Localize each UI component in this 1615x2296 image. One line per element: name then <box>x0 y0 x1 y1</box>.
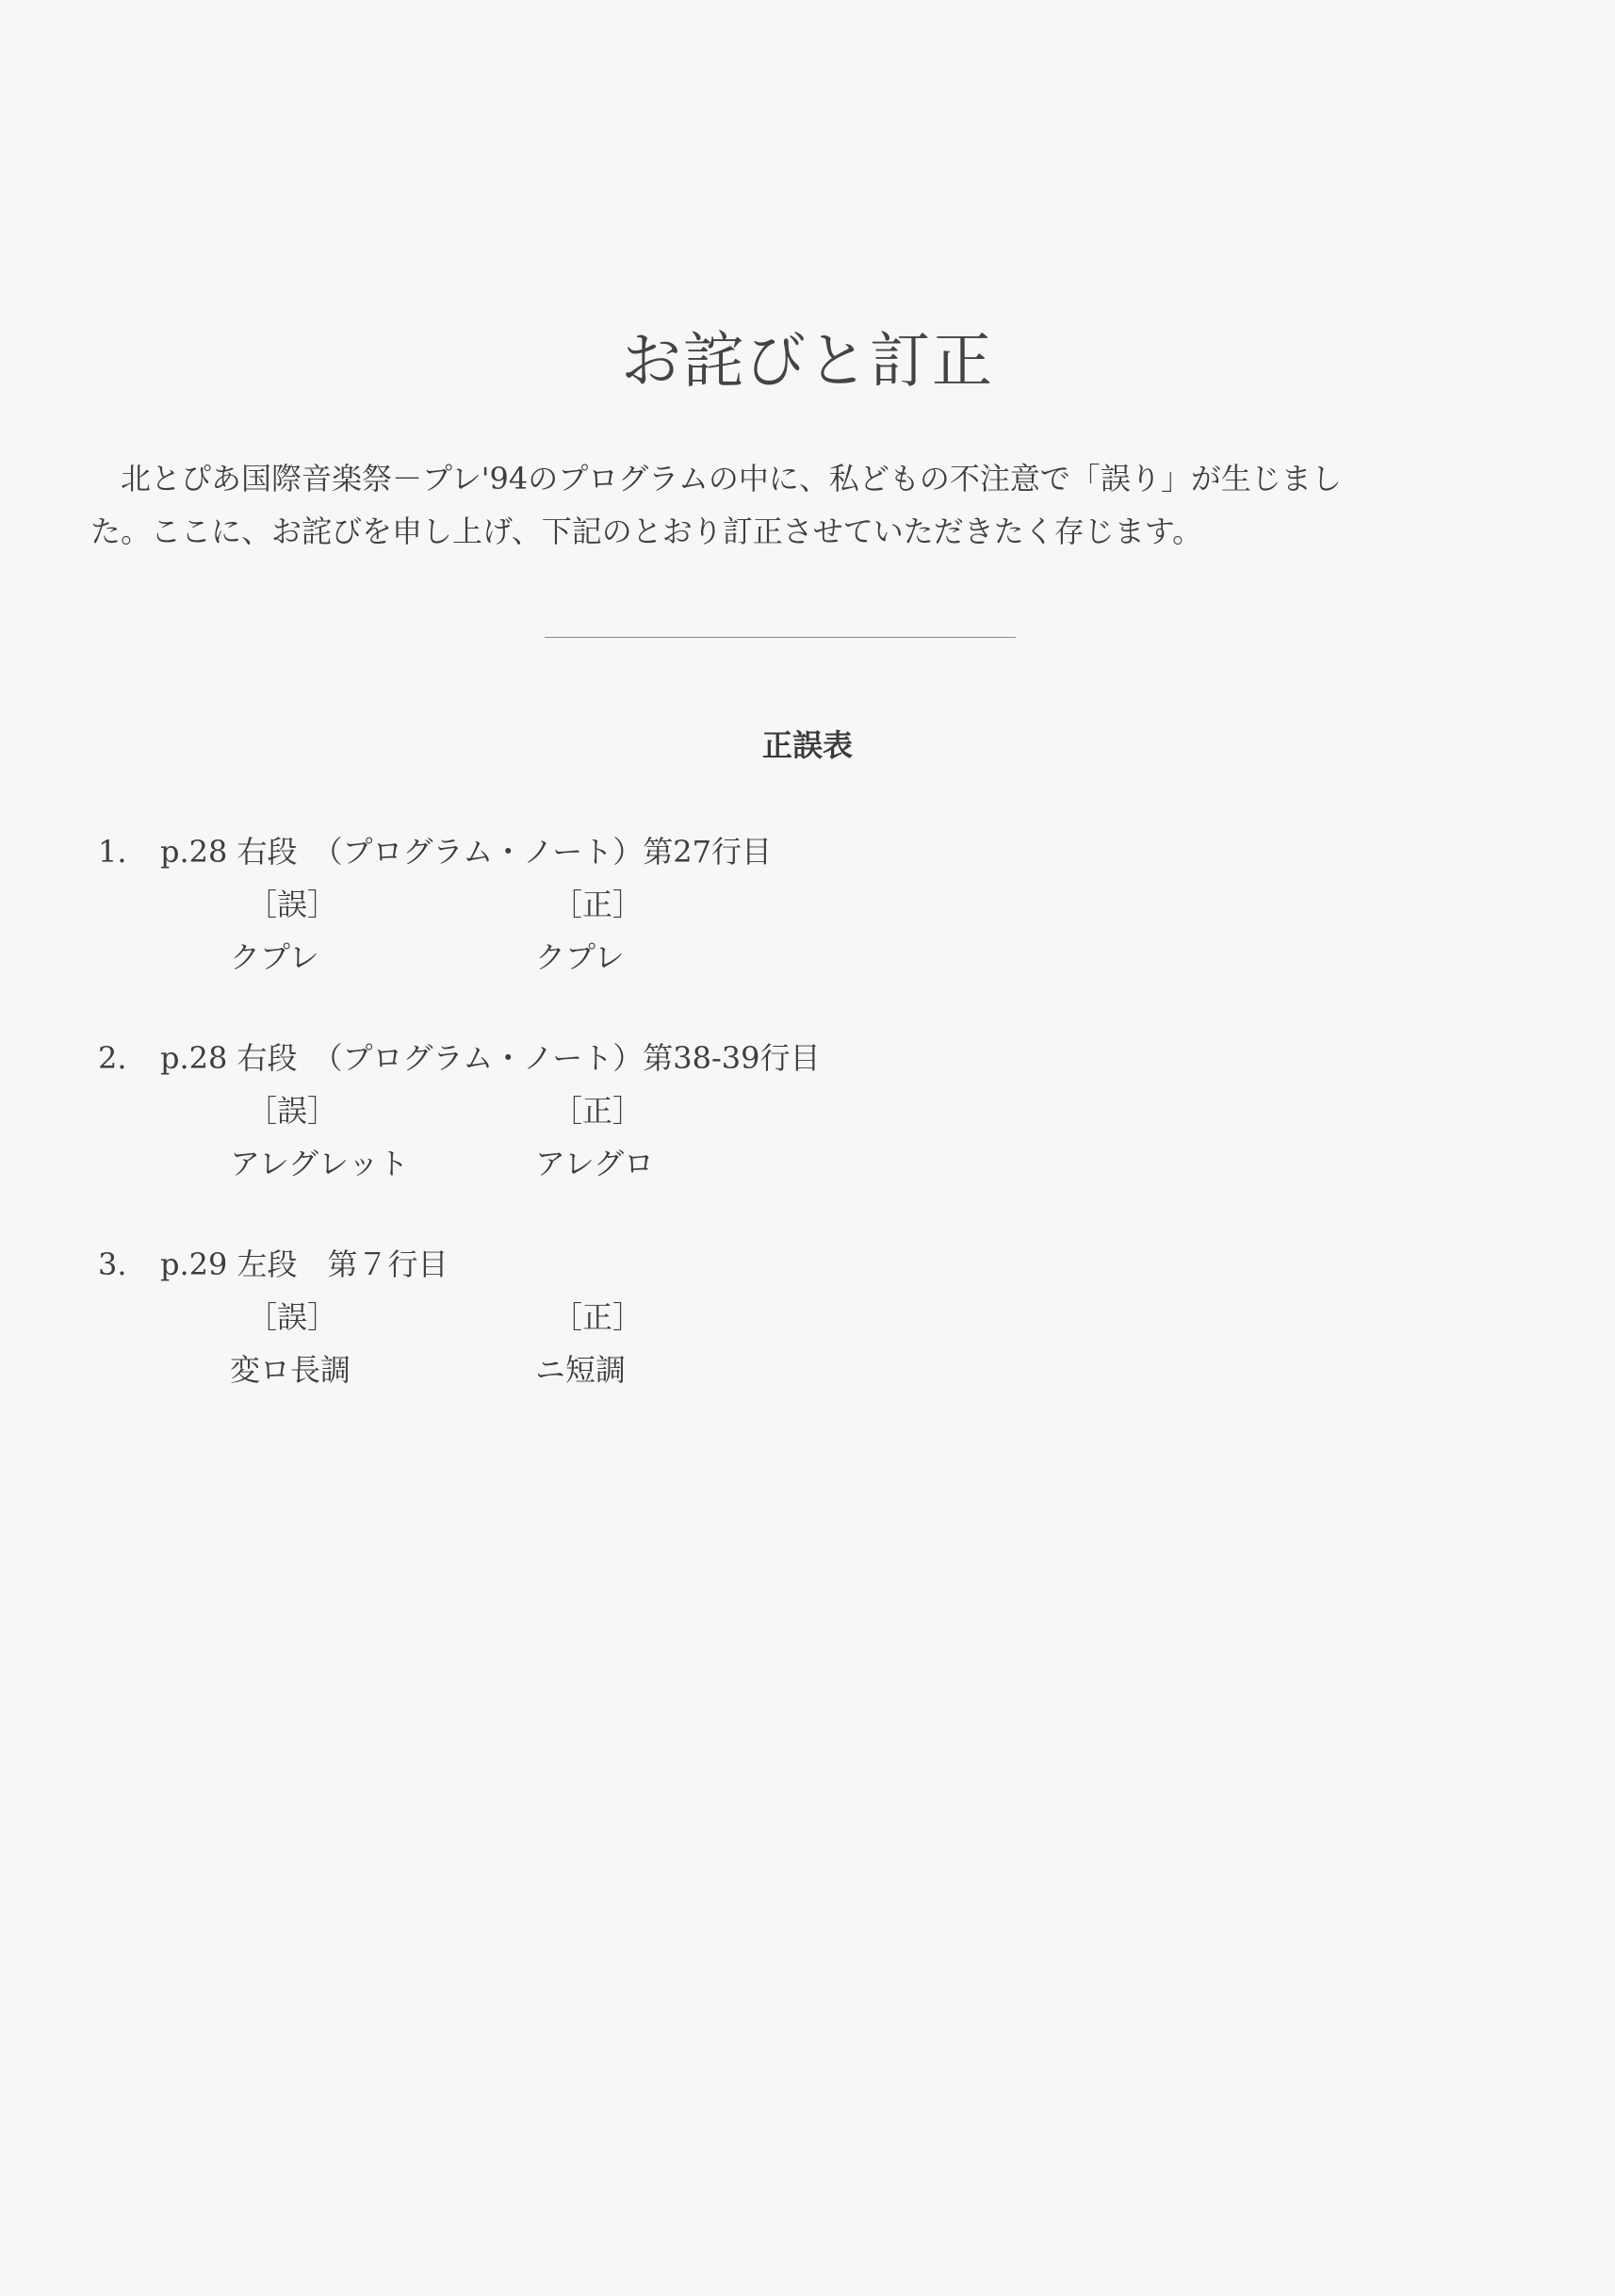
entry-label-row <box>98 1291 1229 1343</box>
entry-label-row <box>98 878 1229 931</box>
errata-entry-heading <box>98 825 1229 878</box>
intro-paragraph <box>90 452 1542 558</box>
entry-location: p.29 左段 第７行目 <box>160 1246 449 1282</box>
errata-entry-heading <box>98 1238 1229 1291</box>
right-value: アレグロ <box>535 1146 655 1181</box>
errata-entry-2 <box>98 1032 1229 1190</box>
right-value: ニ短調 <box>535 1352 627 1388</box>
wrong-value: 変ロ長調 <box>230 1352 351 1388</box>
intro-line-1: 北とぴあ国際音楽祭－プレ'94のプログラムの中に、私どもの不注意で「誤り」が生じまし <box>121 461 1342 497</box>
errata-entry-3 <box>98 1238 1229 1396</box>
right-label: ［正］ <box>552 1093 644 1129</box>
entry-number: 3. <box>98 1246 127 1282</box>
entry-location: p.28 右段 （プログラム・ノート）第38-39行目 <box>160 1040 821 1076</box>
right-label: ［正］ <box>552 1299 644 1335</box>
page-title: お詫びと訂正 <box>621 327 994 397</box>
entry-value-row <box>98 1343 1229 1396</box>
wrong-label: ［誤］ <box>247 1299 338 1335</box>
divider-line <box>545 637 1016 638</box>
wrong-label: ［誤］ <box>247 887 338 922</box>
entry-number: 2. <box>98 1040 127 1076</box>
right-label: ［正］ <box>552 887 644 922</box>
entry-location: p.28 右段 （プログラム・ノート）第27行目 <box>160 834 772 870</box>
entry-number: 1. <box>98 834 127 870</box>
errata-entry-heading <box>98 1032 1229 1084</box>
intro-line-2: た。ここに、お詫びを申し上げ、下記のとおり訂正させていただきたく存じます。 <box>90 513 1203 549</box>
entry-value-row <box>98 1137 1229 1190</box>
errata-entry-1 <box>98 825 1229 984</box>
errata-table-title: 正誤表 <box>761 727 853 763</box>
wrong-label: ［誤］ <box>247 1093 338 1129</box>
right-value: クプレ <box>535 939 625 975</box>
entry-label-row <box>98 1084 1229 1137</box>
entry-value-row <box>98 931 1229 984</box>
wrong-value: アレグレット <box>230 1146 409 1181</box>
wrong-value: クプレ <box>230 939 319 975</box>
